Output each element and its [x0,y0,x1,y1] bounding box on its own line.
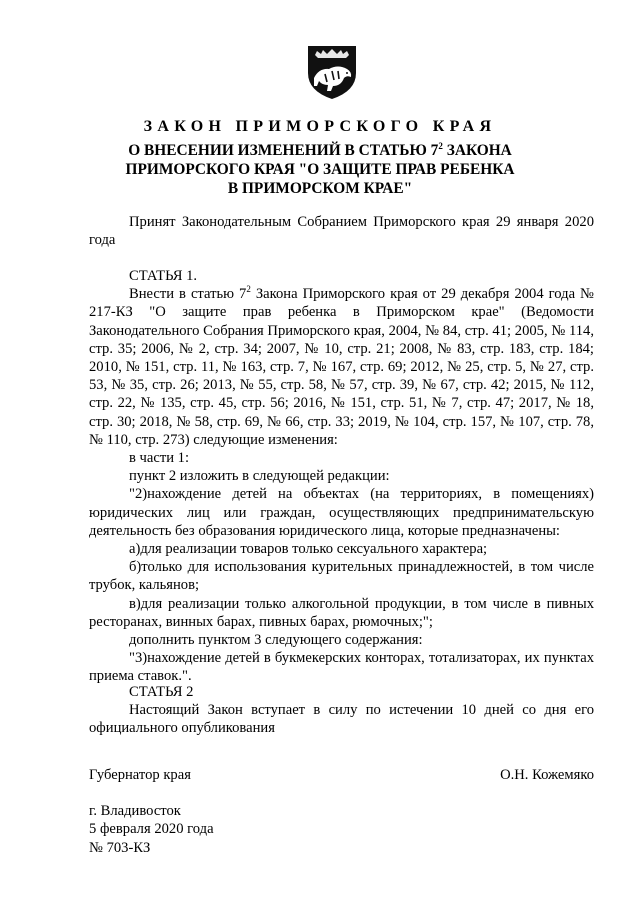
city: г. Владивосток [89,803,181,819]
article-1-subpoint-c: в)для реализации только алкогольной продукции, в том числе в пивных ресторанах, винных барах, пивных барах, рюмочных;"; [89,595,594,630]
article-1-intro: Внести в статью $7^2$ Закона Приморского края от 29 декабря 2004 года № 217-КЗ "О защите прав ребенка в Приморском крае" (Ведомости Законодательного Собрания Приморского края, 2004, № 84, стр. 41; 2005, № 114, стр. 35; 2006, № 2, стр. 34; 2007, № 10, стр. 21; 2008, № 83, стр. 183, стр. 184; 2010, № 151, стр. 11, № 163, стр. 7, № 167, стр. 69; 2012, № 25, стр. 5, № 27, стр. 53, № 35, стр. 26; 2013, № 55, стр. 58, № 57, стр. 39, № 67, стр. 42; 2015, № 112, стр. 22, № 135, стр. 45, стр. 56; 2016, № 151, стр. 51, № 7, стр. 47; 2017, № 18, стр. 30; 2018, № 58, стр. 69, № 66, стр. 33; 2019, № 104, стр. 157, № 107, стр. 78, № 110, стр. 273) следующие изменения: [89,284,594,448]
article-2-heading: СТАТЬЯ 2 [129,684,194,700]
subject-line-3: В ПРИМОРСКОМ КРАЕ" [227,180,413,197]
signing-date: 5 февраля 2020 года [89,821,214,838]
article-1-supplement: дополнить пунктом 3 следующего содержания: [129,632,423,649]
law-subject [110,141,530,198]
article-2 [89,683,594,738]
adoption-note [89,213,594,249]
law-number: № 703-КЗ [89,839,151,856]
article-1-subpoint-a: а)для реализации товаров только сексуального характера; [129,541,488,558]
article-1-heading: СТАТЬЯ 1. [129,268,198,284]
place-date-block [89,802,214,857]
signatory-position: Губернатор края [89,767,191,783]
article-1-subpoint-b: б)только для использования курительных принадлежностей, в том числе трубок, кальянов; [89,559,594,594]
signature-block [89,767,594,784]
signatory-name: О.Н. Кожемяко [500,767,594,783]
subject-line-1: О ВНЕСЕНИИ ИЗМЕНЕНИЙ В СТАТЬЮ $7^2$ ЗАКОНА [128,141,512,159]
article-1-point-3: "3)нахождение детей в букмекерских конторах, тотализаторах, их пунктах приема ставок.". [89,650,594,685]
article-1 [89,267,594,686]
article-1-point-2: "2)нахождение детей на объектах (на территориях, в помещениях) юридических лиц или граждан, осуществляющих предпринимательскую деятельность без образования юридического лица, которые предназначены: [89,486,594,539]
article-1-point-intro: пункт 2 изложить в следующей редакции: [129,468,390,485]
article-2-text: Настоящий Закон вступает в силу по истечении 10 дней со дня его официального опубликования [89,702,594,737]
adoption-text: Принят Законодательным Собранием Приморского края 29 января 2020 года [89,214,594,249]
article-1-part: в части 1: [129,450,190,467]
primorsky-krai-coat-of-arms-icon [305,43,359,101]
subject-line-2: ПРИМОРСКОГО КРАЯ "О ЗАЩИТЕ ПРАВ РЕБЕНКА [125,161,515,178]
law-title: ЗАКОН ПРИМОРСКОГО КРАЯ [143,118,497,135]
